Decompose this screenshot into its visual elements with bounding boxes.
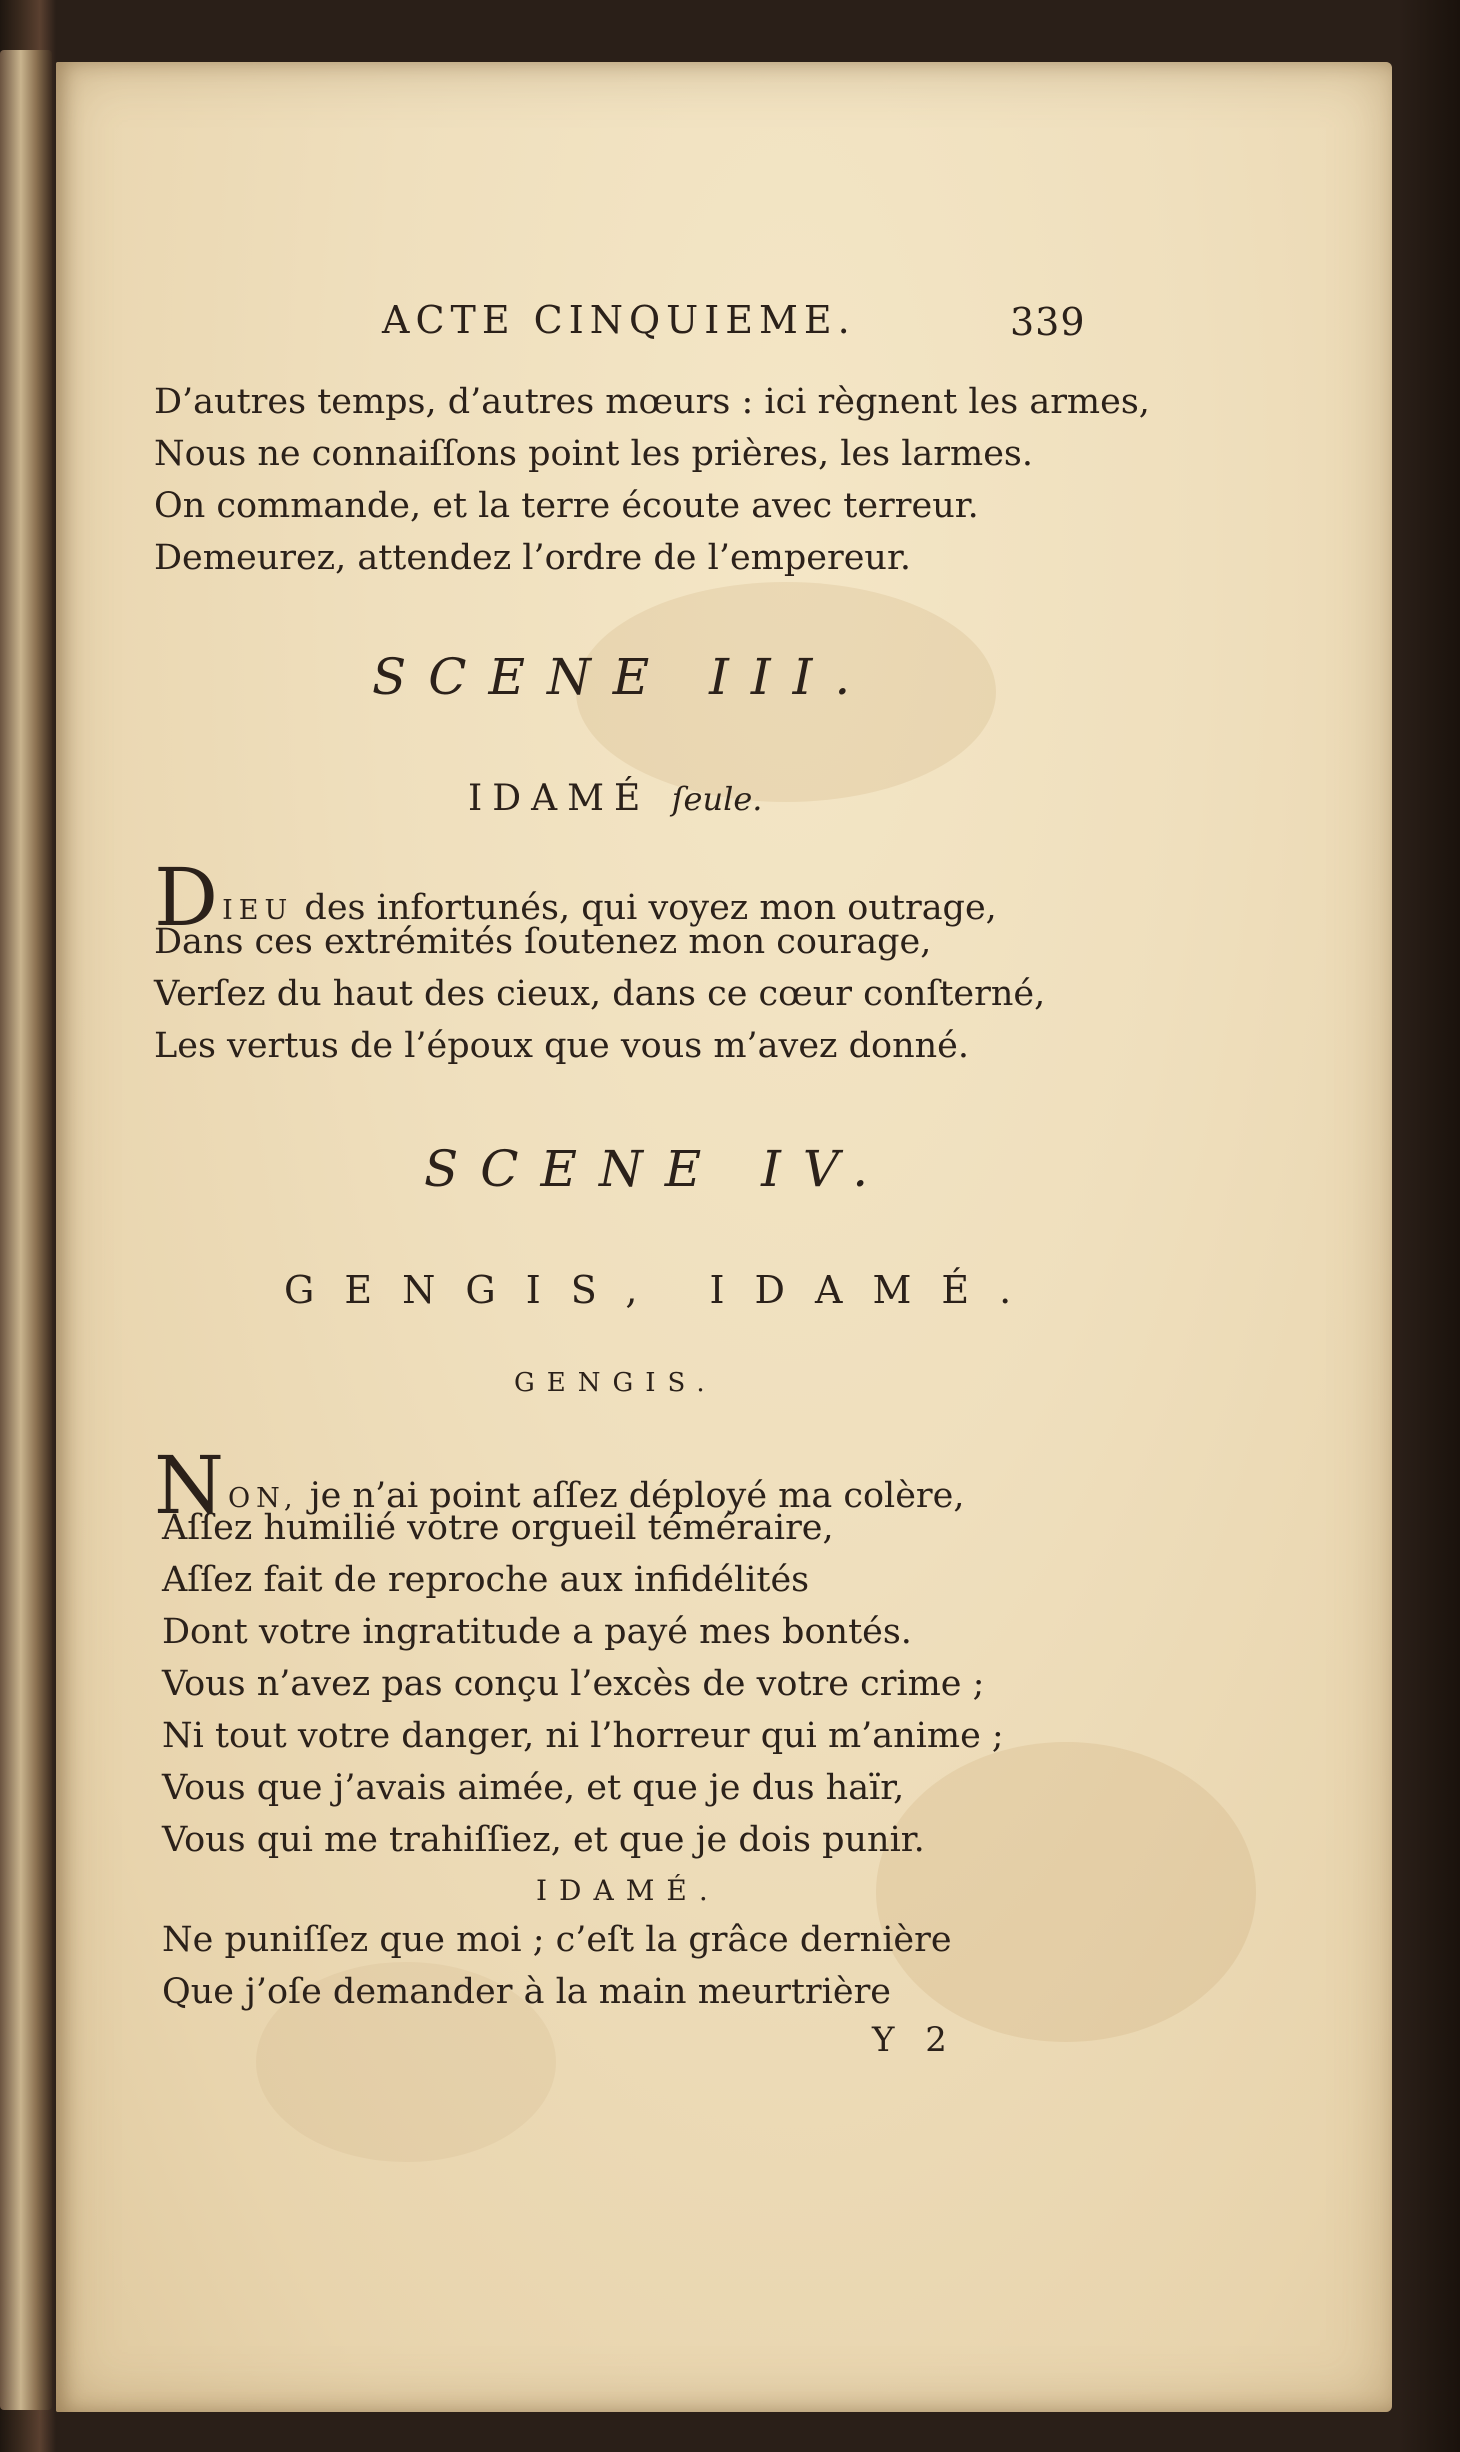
scene-3-title: SCENE III. (372, 648, 873, 706)
scene-4-characters: GENGIS, IDAMÉ. (284, 1268, 1042, 1312)
first-line-rest: des infortunés, qui voyez mon outrage, (304, 888, 997, 928)
verse-line: Les vertus de l’époux que vous m’avez donné. (154, 1026, 969, 1066)
verse-line: Aſſez humilié votre orgueil téméraire, (162, 1508, 834, 1548)
signature-mark: Y 2 (872, 2020, 957, 2060)
speaker-name: IDAMÉ (468, 778, 651, 819)
scene-4-title: SCENE IV. (424, 1140, 891, 1198)
verse-line: Verſez du haut des cieux, dans ce cœur conſterné, (154, 974, 1046, 1014)
verse-line: Ni tout votre danger, ni l’horreur qui m’anime ; (162, 1716, 1004, 1756)
running-title: ACTE CINQUIEME. (382, 298, 856, 342)
verse-line: Que j’oſe demander à la main meurtrière (162, 1972, 892, 2012)
scene-3-speaker (468, 778, 762, 819)
verse-line: Vous qui me trahiſſiez, et que je dois punir. (162, 1820, 925, 1860)
verse-line: Aſſez fait de reproche aux infidélités (162, 1560, 810, 1600)
first-line-rest: je n’ai point aſſez déployé ma colère, (309, 1476, 965, 1516)
paper-stain (876, 1742, 1256, 2042)
verse-line: Vous que j’avais aimée, et que je dus haïr, (162, 1768, 905, 1808)
first-word-rest: IEU (222, 895, 294, 926)
running-header (0, 298, 1460, 348)
verse-line: Dont votre ingratitude a payé mes bontés. (162, 1612, 912, 1652)
verse-line: Dans ces extrémités ſoutenez mon courage, (154, 922, 932, 962)
verse-line: Ne puniſſez que moi ; c’eſt la grâce dernière (162, 1920, 952, 1960)
verse-line: D’autres temps, d’autres mœurs : ici règnent les armes, (154, 382, 1150, 422)
left-page-edge (0, 50, 52, 2410)
verse-line: Vous n’avez pas conçu l’excès de votre crime ; (162, 1664, 985, 1704)
verse-line: Nous ne connaiſſons point les prières, les larmes. (154, 434, 1033, 474)
page-number: 339 (1010, 300, 1086, 344)
speaker-gengis: GENGIS. (514, 1368, 717, 1398)
verse-line: Demeurez, attendez l’ordre de l’empereur. (154, 538, 911, 578)
verse-line: On commande, et la terre écoute avec terreur. (154, 486, 979, 526)
stage-direction: ſeule. (671, 780, 763, 818)
speaker-idame: IDAMÉ. (536, 1874, 720, 1907)
first-word-rest: ON, (228, 1483, 299, 1514)
drop-cap: D (154, 851, 219, 944)
drop-cap: N (154, 1439, 224, 1532)
